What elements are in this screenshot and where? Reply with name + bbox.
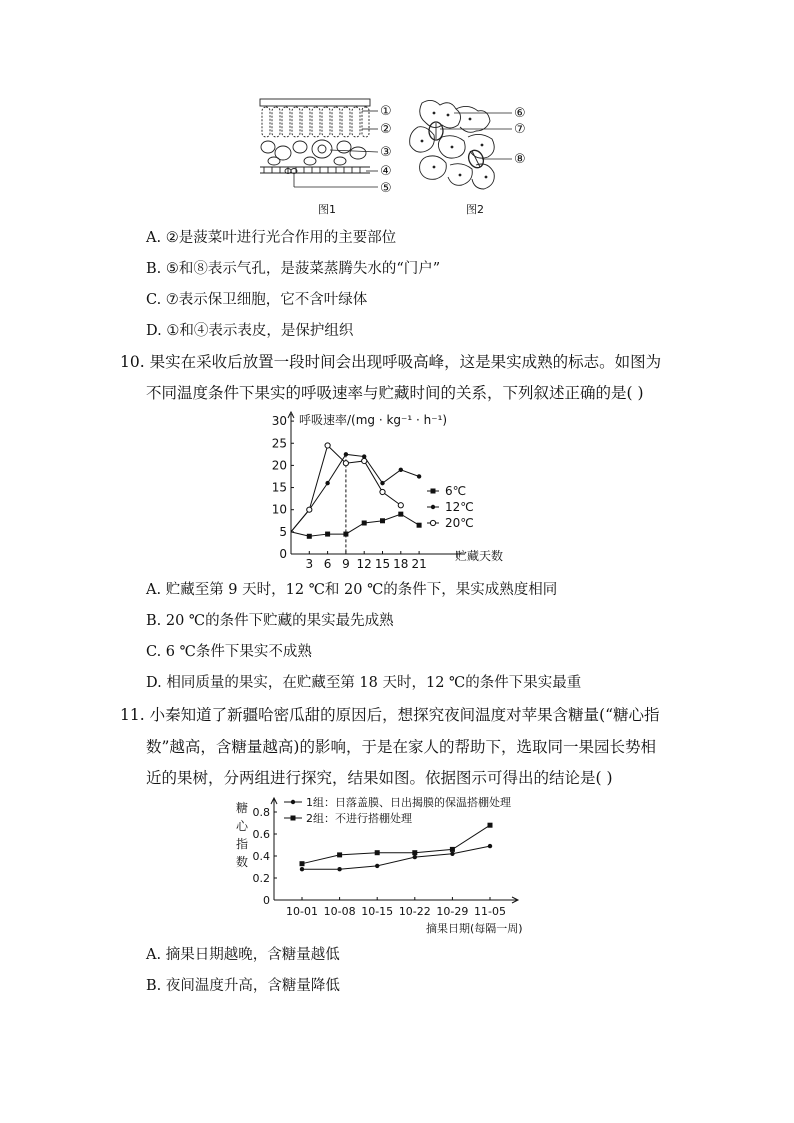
data-point (375, 864, 379, 868)
x-tick-label: 10-29 (436, 905, 469, 918)
data-point (417, 474, 421, 478)
sugar-index-chart (228, 792, 558, 940)
data-point (343, 532, 348, 537)
respiration-rate-chart (255, 408, 535, 570)
legend-marker (430, 520, 435, 525)
x-tick-label: 15 (374, 557, 391, 570)
x-tick-label: 9 (342, 557, 350, 570)
x-tick-label: 10-22 (398, 905, 431, 918)
x-tick-label: 21 (411, 557, 427, 570)
data-point (450, 852, 454, 856)
y-tick-label: 0 (279, 547, 287, 561)
data-point (300, 867, 304, 871)
q9-option-d[interactable]: D. ①和④表示表皮，是保护组织 (146, 323, 354, 339)
x-tick-label: 12 (356, 557, 372, 570)
q11-option-a[interactable]: A. 摘果日期越晚，含糖量越低 (146, 947, 340, 963)
x-tick-label: 11-05 (474, 905, 506, 918)
data-point (307, 534, 312, 539)
data-point (380, 489, 385, 494)
svg-text:数: 数 (236, 855, 249, 869)
q9-option-c[interactable]: C. ⑦表示保卫细胞，它不含叶绿体 (146, 292, 368, 308)
q10-option-d[interactable]: D. 相同质量的果实，在贮藏至第 18 天时，12 ℃的条件下果实最重 (146, 675, 582, 691)
svg-text:心: 心 (236, 819, 249, 833)
x-tick-label: 18 (393, 557, 409, 570)
data-point (337, 867, 341, 871)
legend-marker (431, 489, 436, 494)
data-point (362, 458, 367, 463)
legend-label: 12℃ (445, 500, 474, 514)
x-tick-label: 10-15 (361, 905, 394, 918)
legend-label: 6℃ (445, 484, 467, 498)
series-line-0 (291, 514, 419, 536)
fig2-caption: 图2 (466, 203, 484, 216)
y-tick-label: 5 (279, 524, 287, 539)
data-point (398, 512, 403, 517)
fig1-caption: 图1 (318, 203, 336, 216)
marker-7: ⑦ (514, 122, 526, 137)
y-tick-label: 0.2 (252, 872, 270, 885)
x-tick-label: 10-08 (323, 905, 356, 918)
data-point (412, 850, 417, 855)
q11-stem-line1: 11. 小秦知道了新疆哈密瓜甜的原因后，想探究夜间温度对苹果含糖量(“糖心指 (120, 706, 660, 724)
svg-text:指: 指 (236, 837, 249, 851)
y-tick-label: 25 (271, 436, 287, 451)
marker-6: ⑥ (514, 106, 526, 121)
marker-5: ⑤ (380, 181, 392, 196)
data-point (398, 503, 403, 508)
y-tick-label: 0 (263, 894, 270, 907)
q9-option-a[interactable]: A. ②是菠菜叶进行光合作用的主要部位 (146, 230, 397, 246)
marker-4: ④ (380, 164, 392, 179)
series-line-1 (302, 825, 490, 864)
q11-option-b[interactable]: B. 夜间温度升高，含糖量降低 (146, 978, 340, 994)
data-point (413, 855, 417, 859)
chart2-ylabel (236, 800, 249, 869)
y-tick-label: 0.6 (252, 828, 270, 841)
q9-option-b[interactable]: B. ⑤和⑧表示气孔，是菠菜蒸腾失水的“门户” (146, 261, 441, 277)
q11-stem-line2: 数”越高，含糖量越高)的影响，于是在家人的帮助下，选取同一果园长势相 (146, 738, 656, 756)
x-tick-label: 10-01 (286, 905, 318, 918)
leaf-cross-section (260, 99, 370, 174)
x-tick-label: 6 (323, 557, 332, 570)
legend-marker (291, 816, 296, 821)
data-point (375, 850, 380, 855)
legend-label: 1组：日落盖膜、日出揭膜的保温搭棚处理 (306, 796, 511, 809)
data-point (417, 523, 422, 528)
data-point (325, 443, 330, 448)
chart1-ylabel: 呼吸速率/(mg · kg⁻¹ · h⁻¹) (299, 413, 448, 427)
data-point (399, 468, 403, 472)
y-tick-label: 20 (271, 458, 287, 473)
q10-option-c[interactable]: C. 6 ℃条件下果实不成熟 (146, 644, 312, 660)
series-line-0 (302, 846, 490, 869)
y-tick-label: 0.8 (252, 806, 270, 819)
q10-option-b[interactable]: B. 20 ℃的条件下贮藏的果实最先成熟 (146, 613, 394, 629)
leaf-figures (250, 95, 550, 220)
data-point (325, 532, 330, 537)
legend-marker (291, 800, 295, 804)
y-tick-label: 10 (271, 502, 287, 517)
q10-stem-line2: 不同温度条件下果实的呼吸速率与贮藏时间的关系，下列叙述正确的是( ) (146, 384, 644, 402)
series-line-1 (291, 454, 419, 532)
q10-option-a[interactable]: A. 贮藏至第 9 天时，12 ℃和 20 ℃的条件下，果实成熟度相同 (146, 582, 558, 598)
data-point (344, 452, 348, 456)
q10-stem-line1: 10. 果实在采收后放置一段时间会出现呼吸高峰，这是果实成熟的标志。如图为 (120, 353, 662, 371)
data-point (488, 823, 493, 828)
y-tick-label: 15 (271, 480, 287, 495)
y-tick-label: 30 (271, 414, 287, 429)
chart2-xlabel: 摘果日期(每隔一周) (426, 922, 523, 935)
data-point (450, 847, 455, 852)
data-point (325, 481, 329, 485)
data-point (307, 507, 312, 512)
marker-8: ⑧ (514, 152, 526, 167)
data-point (362, 520, 367, 525)
data-point (380, 481, 384, 485)
marker-3: ③ (380, 145, 392, 160)
data-point (300, 861, 305, 866)
x-tick-label: 3 (305, 557, 314, 570)
data-point (343, 461, 348, 466)
legend-marker (431, 505, 435, 509)
marker-1: ① (380, 104, 392, 119)
legend-label: 20℃ (445, 516, 474, 530)
marker-2: ② (380, 122, 392, 137)
chart1-xlabel: 贮藏天数 (455, 549, 504, 563)
svg-text:糖: 糖 (236, 801, 249, 815)
data-point (337, 852, 342, 857)
data-point (380, 518, 385, 523)
q11-stem-line3: 近的果树，分两组进行探究，结果如图。依据图示可得出的结论是( ) (146, 769, 613, 787)
data-point (488, 844, 492, 848)
legend-label: 2组：不进行搭棚处理 (306, 812, 412, 825)
y-tick-label: 0.4 (252, 850, 270, 863)
